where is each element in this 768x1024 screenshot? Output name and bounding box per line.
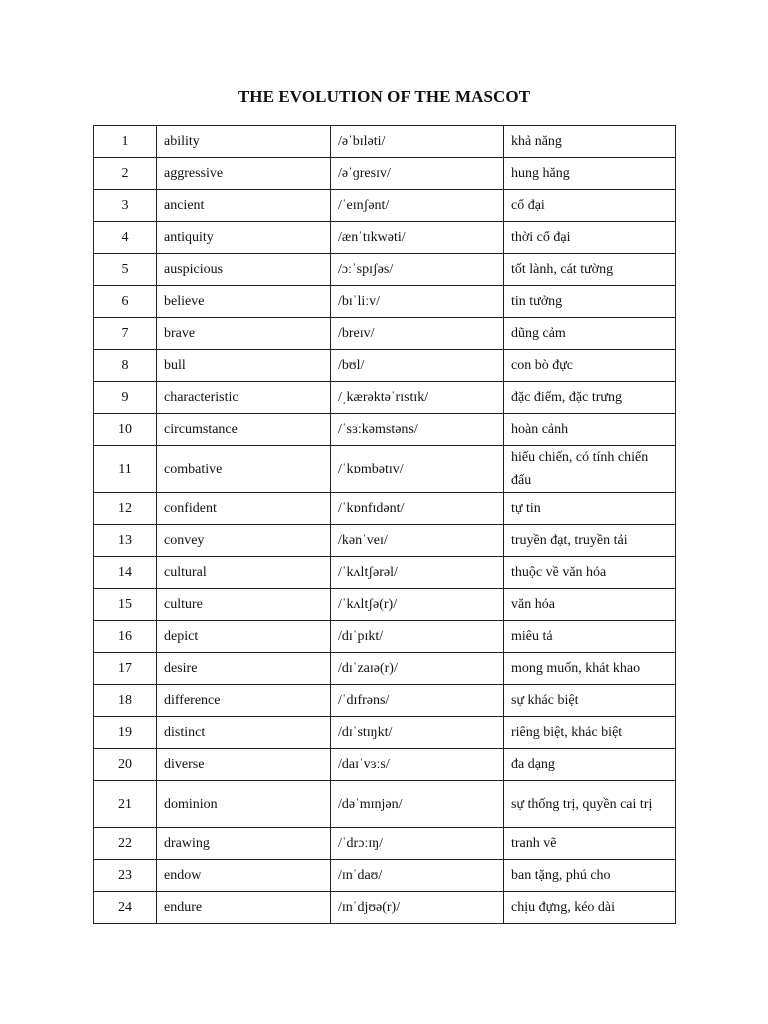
row-number: 18: [94, 685, 157, 717]
row-number: 20: [94, 749, 157, 781]
word-cell: drawing: [157, 828, 331, 860]
meaning-cell: dũng cảm: [504, 318, 676, 350]
word-cell: bull: [157, 350, 331, 382]
pronunciation-cell: /əˈɡresɪv/: [331, 158, 504, 190]
row-number: 7: [94, 318, 157, 350]
word-cell: culture: [157, 589, 331, 621]
word-cell: combative: [157, 446, 331, 493]
word-cell: circumstance: [157, 414, 331, 446]
pronunciation-cell: /breɪv/: [331, 318, 504, 350]
row-number: 16: [94, 621, 157, 653]
document-title: THE EVOLUTION OF THE MASCOT: [237, 87, 531, 106]
meaning-cell: miêu tả: [504, 621, 676, 653]
pronunciation-cell: /bʊl/: [331, 350, 504, 382]
word-cell: endure: [157, 892, 331, 924]
row-number: 12: [94, 493, 157, 525]
table-row: [94, 318, 676, 350]
word-cell: ancient: [157, 190, 331, 222]
row-number: 1: [94, 126, 157, 158]
word-cell: believe: [157, 286, 331, 318]
pronunciation-cell: /ɪnˈdaʊ/: [331, 860, 504, 892]
word-cell: diverse: [157, 749, 331, 781]
row-number: 13: [94, 525, 157, 557]
pronunciation-cell: /ˈdrɔːɪŋ/: [331, 828, 504, 860]
row-number: 9: [94, 382, 157, 414]
meaning-cell: chịu đựng, kéo dài: [504, 892, 676, 924]
word-cell: brave: [157, 318, 331, 350]
meaning-cell: con bò đực: [504, 350, 676, 382]
pronunciation-cell: /ˈeɪnʃənt/: [331, 190, 504, 222]
pronunciation-cell: /bɪˈliːv/: [331, 286, 504, 318]
row-number: 10: [94, 414, 157, 446]
table-row: [94, 828, 676, 860]
word-cell: confident: [157, 493, 331, 525]
table-row: [94, 382, 676, 414]
meaning-cell: thuộc về văn hóa: [504, 557, 676, 589]
row-number: 15: [94, 589, 157, 621]
word-cell: cultural: [157, 557, 331, 589]
table-row: [94, 717, 676, 749]
word-cell: auspicious: [157, 254, 331, 286]
pronunciation-cell: /dɪˈpɪkt/: [331, 621, 504, 653]
row-number: 2: [94, 158, 157, 190]
table-row: [94, 222, 676, 254]
table-row: [94, 860, 676, 892]
table-row: [94, 621, 676, 653]
meaning-cell: đặc điểm, đặc trưng: [504, 382, 676, 414]
table-row: [94, 446, 676, 493]
word-cell: difference: [157, 685, 331, 717]
table-row: [94, 350, 676, 382]
pronunciation-cell: /dəˈmɪnjən/: [331, 781, 504, 828]
word-cell: characteristic: [157, 382, 331, 414]
row-number: 23: [94, 860, 157, 892]
table-row: [94, 525, 676, 557]
pronunciation-cell: /ˈkɒnfɪdənt/: [331, 493, 504, 525]
row-number: 3: [94, 190, 157, 222]
word-cell: ability: [157, 126, 331, 158]
row-number: 4: [94, 222, 157, 254]
table-row: [94, 781, 676, 828]
row-number: 21: [94, 781, 157, 828]
meaning-cell: hiếu chiến, có tính chiến đấu: [504, 446, 676, 493]
table-row: [94, 653, 676, 685]
meaning-cell: sự khác biệt: [504, 685, 676, 717]
pronunciation-cell: /ɔːˈspɪʃəs/: [331, 254, 504, 286]
meaning-cell: sự thống trị, quyền cai trị: [504, 781, 676, 828]
meaning-cell: tranh vẽ: [504, 828, 676, 860]
table-row: [94, 190, 676, 222]
pronunciation-cell: /dɪˈstɪŋkt/: [331, 717, 504, 749]
word-cell: endow: [157, 860, 331, 892]
pronunciation-cell: /ˌkærəktəˈrɪstɪk/: [331, 382, 504, 414]
pronunciation-cell: /daɪˈvɜːs/: [331, 749, 504, 781]
vocabulary-table: [93, 125, 676, 924]
table-row: [94, 414, 676, 446]
meaning-cell: riêng biệt, khác biệt: [504, 717, 676, 749]
meaning-cell: ban tặng, phú cho: [504, 860, 676, 892]
meaning-cell: mong muốn, khát khao: [504, 653, 676, 685]
table-row: [94, 685, 676, 717]
table-row: [94, 158, 676, 190]
meaning-cell: hoàn cảnh: [504, 414, 676, 446]
table-row: [94, 749, 676, 781]
pronunciation-cell: /ɪnˈdjʊə(r)/: [331, 892, 504, 924]
word-cell: distinct: [157, 717, 331, 749]
row-number: 11: [94, 446, 157, 493]
table-row: [94, 493, 676, 525]
table-row: [94, 286, 676, 318]
pronunciation-cell: /ˈsɜːkəmstəns/: [331, 414, 504, 446]
pronunciation-cell: /kənˈveɪ/: [331, 525, 504, 557]
pronunciation-cell: /ˈkɒmbətɪv/: [331, 446, 504, 493]
pronunciation-cell: /ˈkʌltʃərəl/: [331, 557, 504, 589]
word-cell: antiquity: [157, 222, 331, 254]
meaning-cell: thời cổ đại: [504, 222, 676, 254]
row-number: 5: [94, 254, 157, 286]
meaning-cell: tin tưởng: [504, 286, 676, 318]
pronunciation-cell: /ˈkʌltʃə(r)/: [331, 589, 504, 621]
meaning-cell: tự tin: [504, 493, 676, 525]
table-row: [94, 589, 676, 621]
row-number: 24: [94, 892, 157, 924]
table-row: [94, 892, 676, 924]
meaning-cell: cổ đại: [504, 190, 676, 222]
row-number: 14: [94, 557, 157, 589]
table-row: [94, 254, 676, 286]
row-number: 17: [94, 653, 157, 685]
vocabulary-table-body: [94, 126, 676, 924]
meaning-cell: truyền đạt, truyền tải: [504, 525, 676, 557]
word-cell: dominion: [157, 781, 331, 828]
table-row: [94, 557, 676, 589]
word-cell: convey: [157, 525, 331, 557]
pronunciation-cell: /ˈdɪfrəns/: [331, 685, 504, 717]
word-cell: depict: [157, 621, 331, 653]
row-number: 8: [94, 350, 157, 382]
meaning-cell: hung hăng: [504, 158, 676, 190]
row-number: 22: [94, 828, 157, 860]
word-cell: aggressive: [157, 158, 331, 190]
meaning-cell: tốt lành, cát tường: [504, 254, 676, 286]
meaning-cell: văn hóa: [504, 589, 676, 621]
pronunciation-cell: /ænˈtɪkwəti/: [331, 222, 504, 254]
table-row: [94, 126, 676, 158]
pronunciation-cell: /əˈbɪləti/: [331, 126, 504, 158]
meaning-cell: đa dạng: [504, 749, 676, 781]
row-number: 19: [94, 717, 157, 749]
pronunciation-cell: /dɪˈzaɪə(r)/: [331, 653, 504, 685]
meaning-cell: khả năng: [504, 126, 676, 158]
row-number: 6: [94, 286, 157, 318]
word-cell: desire: [157, 653, 331, 685]
